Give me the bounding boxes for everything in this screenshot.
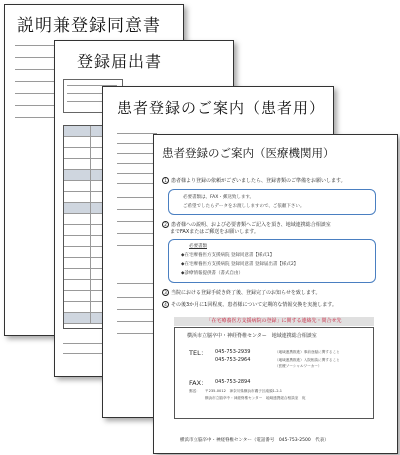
fax-label: FAX：: [189, 379, 208, 387]
tel-note: （地域連携推進）事前登録に関すること: [275, 350, 340, 354]
tel-note: （地域連携推進）入院相談に関すること: [275, 358, 340, 362]
mail-address: 〒235-0012 神奈川県横浜市磯子区滝頭1-2-1: [205, 389, 283, 393]
text-line: [117, 321, 157, 322]
required-doc-item: ◆在宅療養医方支援病院 登録同意書 登録届出書【様式2】: [181, 262, 299, 267]
step-2-text-cont: までFAXまたはご郵送をお願いします。: [170, 229, 259, 235]
text-line: [117, 309, 157, 310]
required-docs-note-box: [168, 189, 376, 215]
document-sheet-medical-institution-guide: [153, 134, 398, 454]
text-line: [117, 283, 157, 284]
step-3-text: [162, 289, 320, 296]
text-line: [117, 245, 157, 246]
required-doc-item: ◆在宅療養医方支援病院 登録同意書【様式1】: [181, 253, 275, 258]
step-4-label: その後3か月に1回程度、患者様について定期的な情報交換を実施します。: [171, 302, 337, 308]
text-line: [117, 173, 157, 174]
required-docs-title: 必要書類: [189, 244, 207, 249]
required-doc-item: ◆診療情報提供書（書式自由）: [181, 271, 243, 276]
tel-label: TEL：: [189, 349, 208, 357]
contact-box: [174, 327, 374, 419]
tel-note: （医療ソーシャルワーカー）: [275, 364, 322, 368]
text-line: [117, 133, 157, 134]
step-2-text: [162, 221, 331, 228]
text-line: [117, 209, 157, 210]
text-line: [117, 233, 157, 234]
step-1-text: [162, 177, 346, 184]
text-line: [117, 153, 157, 154]
tel-number: 045-753-2939: [215, 349, 251, 355]
contact-header-text: 「在宅療養医方支援病院の登録」に関する連絡先・問合せ先: [206, 318, 342, 324]
text-line: [117, 183, 157, 184]
contact-org: 横浜市立脳卒中・神経脊椎センター 地域連携総合相談室: [187, 333, 317, 339]
sheet-title: 患者登録のご案内（医療機関用）: [162, 146, 335, 160]
text-line: [117, 221, 157, 222]
fax-number: 045-753-2894: [215, 379, 251, 385]
sheet-title: 説明兼登録同意書: [17, 16, 161, 36]
mail-recipient: 横浜市立脳卒中・神経脊椎センター 地域連携総合相談室 宛: [205, 396, 306, 400]
step-1-label: 患者様より登録の依頼がございましたら、登録書類のご準備をお願いします。: [171, 178, 346, 184]
step-4-text: [162, 301, 337, 308]
text-line: [117, 163, 157, 164]
text-line: [117, 197, 157, 198]
number-4-icon: 4: [162, 301, 169, 308]
number-2-icon: 2: [162, 221, 169, 228]
footer-text: 横浜市立脳卒中・神経脊椎センター（電話番号 045-753-2500 代表）: [180, 438, 329, 443]
note-line-1: 必要書類は、FAX・郵送致します。: [183, 195, 254, 200]
step-2-label: 患者様への説明、および必要書類へご記入を頂き、地域連携総合相談室: [171, 222, 331, 228]
required-docs-list-box: [168, 239, 376, 283]
sheet-title: 患者登録のご案内（患者用）: [117, 99, 326, 117]
sheet-title: 登録届出書: [77, 52, 163, 71]
step-3-label: 当院における登録手続き終了後、登録完了のお知らせを致します。: [171, 290, 321, 296]
number-3-icon: 3: [162, 289, 169, 296]
text-line: [63, 343, 103, 344]
contact-header: [174, 317, 374, 326]
text-line: [63, 353, 103, 354]
text-line: [117, 333, 157, 334]
text-line: [117, 143, 157, 144]
mail-label: 郵送：: [189, 389, 200, 393]
number-1-icon: 1: [162, 177, 169, 184]
note-line-2: ご希望でしたらデータをお渡ししますので、ご依頼下さい。: [183, 204, 305, 209]
tel-number: 045-753-2964: [215, 357, 251, 363]
text-line: [117, 297, 157, 298]
